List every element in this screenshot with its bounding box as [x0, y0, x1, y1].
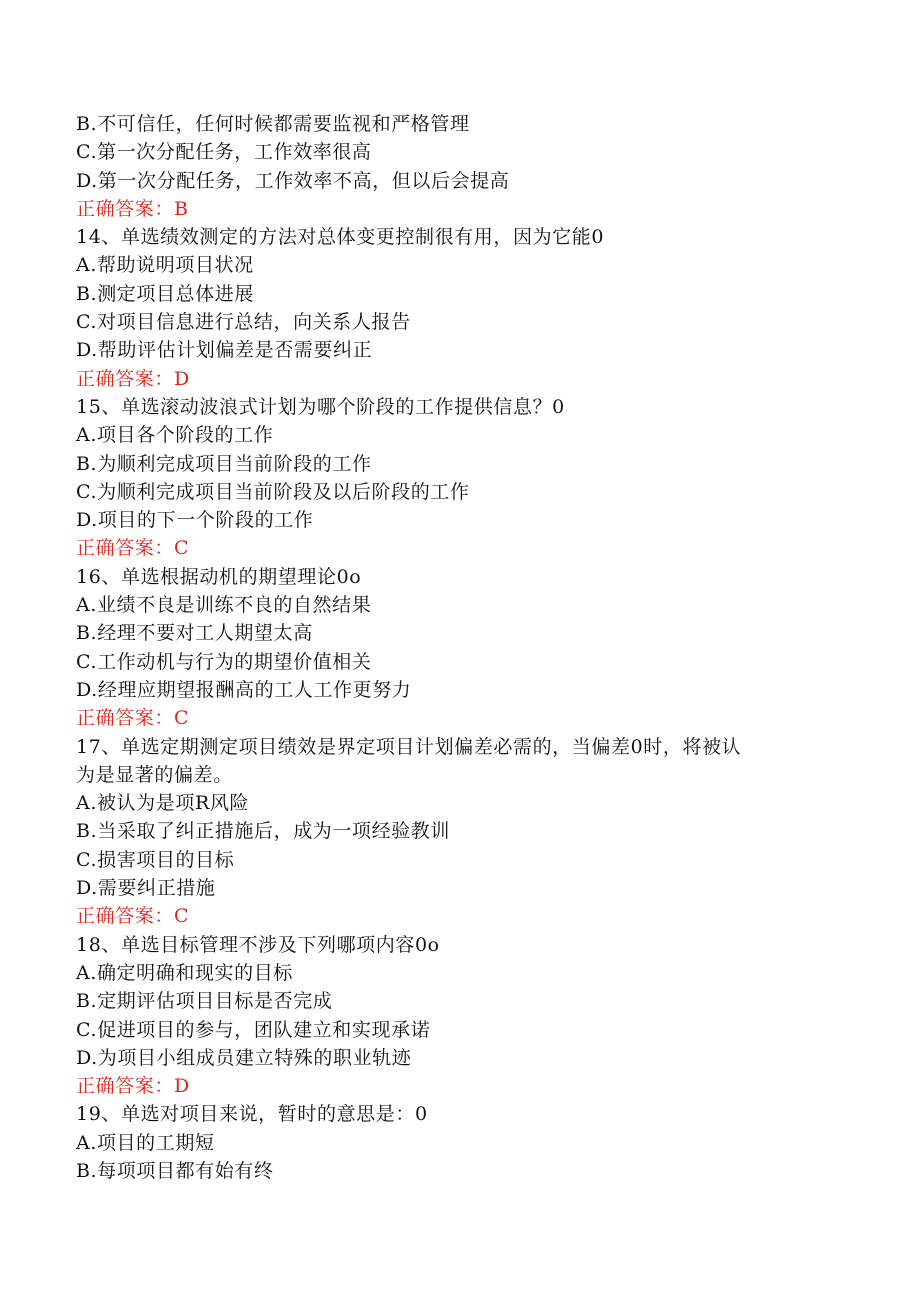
- option-line: A.业绩不良是训练不良的自然结果: [76, 594, 372, 617]
- document-body: [76, 110, 846, 1185]
- option-line: D.经理应期望报酬高的工人工作更努力: [76, 678, 412, 701]
- option-line: B.每项项目都有始有终: [76, 1159, 274, 1182]
- question-line: 18、单选目标管理不涉及下列哪项内容0o: [76, 933, 440, 956]
- option-line: A.帮助说明项目状况: [76, 254, 254, 277]
- option-line: C.损害项目的目标: [76, 848, 235, 871]
- option-line: D.项目的下一个阶段的工作: [76, 509, 314, 532]
- answer-line: 正确答案：C: [76, 905, 190, 928]
- answer-line: 正确答案：D: [76, 1075, 190, 1098]
- answer-line: 正确答案：C: [76, 707, 190, 730]
- question-line: 17、单选定期测定项目绩效是界定项目计划偏差必需的，当偏差0时，将被认: [76, 735, 742, 758]
- option-line: B.不可信任，任何时候都需要监视和严格管理: [76, 113, 470, 135]
- option-line: C.工作动机与行为的期望价值相关: [76, 650, 372, 673]
- option-line: B.为顺利完成项目当前阶段的工作: [76, 452, 372, 475]
- answer-line: 正确答案：D: [76, 367, 190, 390]
- option-line: A.项目各个阶段的工作: [76, 424, 274, 447]
- option-line: D.第一次分配任务，工作效率不高，但以后会提高: [76, 169, 510, 192]
- option-line: A.项目的工期短: [76, 1131, 215, 1154]
- option-line: B.当采取了纠正措施后，成为一项经验教训: [76, 820, 451, 843]
- option-line: D.帮助评估计划偏差是否需要纠正: [76, 339, 373, 362]
- question-line: 19、单选对项目来说，暂时的意思是：0: [76, 1103, 428, 1126]
- option-line: C.促进项目的参与，团队建立和实现承诺: [76, 1018, 431, 1041]
- answer-line: 正确答案：C: [76, 537, 190, 560]
- option-line: C.第一次分配任务，工作效率很高: [76, 141, 372, 164]
- option-line: C.对项目信息进行总结，向关系人报告: [76, 311, 411, 334]
- option-line: A.确定明确和现实的目标: [76, 961, 293, 984]
- option-line: D.需要纠正措施: [76, 877, 216, 900]
- question-line: 15、单选滚动波浪式计划为哪个阶段的工作提供信息？0: [76, 395, 565, 418]
- option-line: B.测定项目总体进展: [76, 282, 255, 305]
- question-line: 16、单选根据动机的期望理论0o: [76, 565, 362, 588]
- option-line: C.为顺利完成项目当前阶段及以后阶段的工作: [76, 480, 470, 503]
- option-line: B.经理不要对工人期望太高: [76, 622, 313, 645]
- option-line: D.为项目小组成员建立特殊的职业轨迹: [76, 1046, 412, 1069]
- option-line: B.定期评估项目目标是否完成: [76, 990, 333, 1013]
- question-line: 14、单选绩效测定的方法对总体变更控制很有用，因为它能0: [76, 226, 605, 249]
- question-line: 为是显著的偏差。: [76, 763, 233, 786]
- answer-line: 正确答案：B: [76, 197, 189, 220]
- option-line: A.被认为是项R风险: [76, 792, 250, 815]
